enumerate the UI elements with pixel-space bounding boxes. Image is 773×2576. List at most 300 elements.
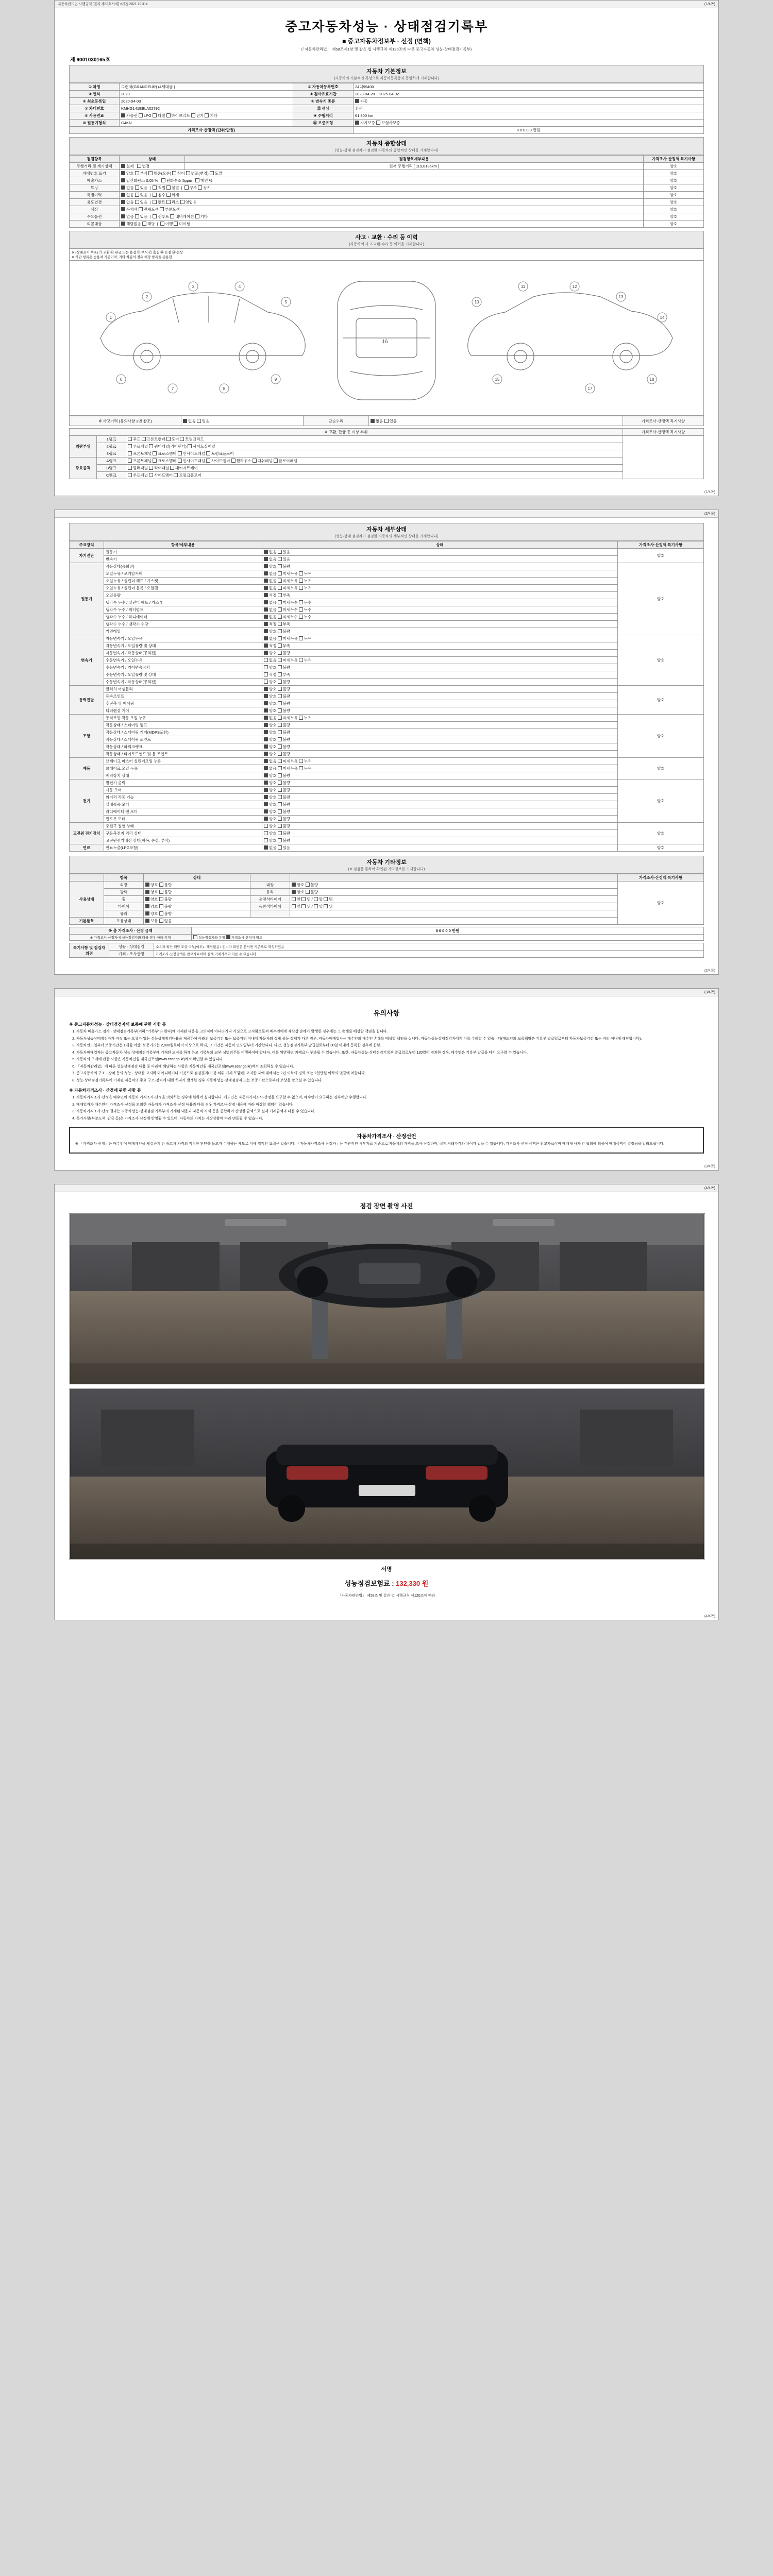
value-carname: 그랜저(GRANDEUR) (4세대급 ) [120,83,293,91]
exterior-bad-checkbox[interactable] [159,883,163,887]
pt-1-good-checkbox[interactable] [264,694,268,698]
el-4-bad-checkbox[interactable] [278,809,282,814]
vin-good-checkbox[interactable] [121,171,125,175]
history-fire-checkbox[interactable] [166,193,171,197]
engine-2-micro-checkbox[interactable] [278,579,282,583]
tuning-yes-checkbox[interactable] [135,185,139,190]
driver-tire-front-checkbox[interactable] [292,897,296,901]
detail-group-engine: 원동기 [70,563,104,635]
warning-item-8: 8. 성능·상태점검기록부에 기재된 자동차의 주요 구조·장치에 대한 하자가 발생한 경우 자동차성능·상태점검자 또는 보증기관으로부터 보상을 받으실 수 있습니다. [76,1078,704,1084]
fuel-gasoline-checkbox[interactable] [121,113,125,117]
overall-row-recall-label: 리콜대상 [70,221,120,228]
usage-none-checkbox[interactable] [121,200,125,204]
el-0-good-checkbox[interactable] [264,781,268,785]
recall-yes-checkbox[interactable] [142,222,146,226]
part-b-packagetray-checkbox[interactable] [170,466,174,470]
row-label-inspection-period: ④ 검사유효기간 [293,91,354,98]
part-hood-checkbox[interactable] [128,437,132,441]
parts-items-2: 루프패널 쿼터패널(리어팬더) 사이드실패널 [126,443,623,450]
price-warning-item-1: 1. 자동차가격조사·산정은 매수인이 자동차 가격조사·산정을 의뢰하는 경우에 한하여 실시합니다. 매도인은 자동차가격조사·산정을 요구할 수 없으며, 매수인이 요구하는 경우에만 수행합니다. [76,1095,704,1101]
recall-na-checkbox[interactable] [121,222,125,226]
detail-item-selfdiag-engine: 원동기 [104,549,262,556]
engine-2-leak-checkbox[interactable] [299,579,303,583]
engine-9-bad-checkbox[interactable] [278,629,282,633]
part-a-wheelhouse-checkbox[interactable] [231,459,236,463]
wheel-bad-checkbox[interactable] [159,897,163,901]
color-full-repaint-checkbox[interactable] [139,207,143,211]
other-item-polish: 광택 [104,889,144,896]
part-frontfender-checkbox[interactable] [142,437,146,441]
vin-corrosion-checkbox[interactable] [135,171,139,175]
br-0-none-checkbox[interactable] [264,759,268,763]
row-label-carname: ① 차명 [70,83,120,91]
value-price-estimate: 0 0 0 0 0 만원 [354,127,704,134]
vin-erased-checkbox[interactable] [210,171,214,175]
total-price-note-value: 성능점검자와 동일 가격조사·산정자 별도 [192,935,704,941]
exterior-good-checkbox[interactable] [145,883,149,887]
engine-6-micro-checkbox[interactable] [278,607,282,612]
detail-state-hv-1: 양호 불량 [262,830,618,837]
detail-state-engine-2: 없음 미세누유 누유 [262,578,618,585]
trans-0-micro-checkbox[interactable] [278,636,282,640]
trans-1-ok-checkbox[interactable] [264,643,268,648]
overall-status-table [69,155,704,228]
engine-3-micro-checkbox[interactable] [278,586,282,590]
price-warning-item-4: 4. 특기사항(부분도색, 판금 등)은 가격조사·산정에 반영될 수 있으며, 자동차의 가치는 시장상황에 따라 변동될 수 있습니다. [76,1116,704,1122]
selfdiag-engine-yes-checkbox[interactable] [278,550,282,554]
part-a-sidemember-checkbox[interactable] [206,459,210,463]
trans-0-leak-checkbox[interactable] [299,636,303,640]
engine-3-leak-checkbox[interactable] [299,586,303,590]
fuel-lpg-checkbox[interactable] [139,113,143,117]
hv-2-good-checkbox[interactable] [264,838,268,842]
glass-bad-checkbox[interactable] [306,890,310,894]
engine-1-micro-checkbox[interactable] [278,571,282,575]
hv-1-good-checkbox[interactable] [264,831,268,835]
inspection-fee [69,1575,704,1591]
part-a-frontpanel-checkbox[interactable] [128,459,132,463]
fuel-electric-checkbox[interactable] [191,113,195,117]
engine-8-low-checkbox[interactable] [278,622,282,626]
br-0-leak-checkbox[interactable] [299,759,303,763]
el-0-bad-checkbox[interactable] [278,781,282,785]
overall-row-mileage-label: 주행거리 및 계기상태 [70,163,120,170]
st-5-bad-checkbox[interactable] [278,752,282,756]
detail-state-pt-1: 양호 불량 [262,693,618,700]
fuel-hybrid-checkbox[interactable] [166,113,171,117]
trans-2-bad-checkbox[interactable] [278,651,282,655]
engine-9-good-checkbox[interactable] [264,629,268,633]
st-5-good-checkbox[interactable] [264,752,268,756]
hv-1-bad-checkbox[interactable] [278,831,282,835]
st-3-bad-checkbox[interactable] [278,737,282,741]
trans-3-leak-checkbox[interactable] [299,658,303,662]
overall-row-color-memo: 양호 [644,206,704,213]
part-sidesill-checkbox[interactable] [188,444,192,448]
accident-none-checkbox[interactable] [183,419,187,423]
st-0-micro-checkbox[interactable] [278,716,282,720]
driver-tire-rear2-checkbox[interactable] [324,897,328,901]
tuning-none-checkbox[interactable] [121,185,125,190]
overall-row-usage-label: 용도변경 [70,199,120,206]
detail-memo-brake: 양호 [618,758,704,779]
other-col-state: 상태 [144,874,250,882]
inspector-diff-checkbox[interactable] [226,935,230,939]
trans-3-micro-checkbox[interactable] [278,658,282,662]
history-none-checkbox[interactable] [121,193,125,197]
engine-3-none-checkbox[interactable] [264,586,268,590]
parts-group-frame: 주요골격 [70,457,97,479]
trans-4-bad-checkbox[interactable] [278,665,282,669]
trans-5-low-checkbox[interactable] [278,672,282,676]
engine-7-leak-checkbox[interactable] [299,615,303,619]
trans-2-good-checkbox[interactable] [264,651,268,655]
detail-col-memo: 가격조사·산정액 특기사항 [618,541,704,549]
part-quarterpanel-checkbox[interactable] [149,444,153,448]
el-1-good-checkbox[interactable] [264,788,268,792]
part-a-dashpanel-checkbox[interactable] [253,459,257,463]
row-label-platenumber: ② 자동차등록번호 [293,83,354,91]
pass-tire-front-checkbox[interactable] [292,904,296,908]
wheel-good-checkbox[interactable] [145,897,149,901]
part-crossmember-checkbox[interactable] [153,451,157,455]
pt-0-good-checkbox[interactable] [264,687,268,691]
parts-rank-a: A랭크 [97,457,126,465]
detail-state-engine-1: 없음 미세누유 누유 [262,570,618,578]
tuning-legal-checkbox[interactable] [153,185,157,190]
fuel-etc-checkbox[interactable] [205,113,209,117]
glass2-good-checkbox[interactable] [145,911,149,916]
overall-row-tuning-memo: 양호 [644,184,704,192]
el-3-bad-checkbox[interactable] [278,802,282,806]
pt-2-good-checkbox[interactable] [264,701,268,705]
recall-notdone-checkbox[interactable] [174,222,178,226]
other-state-tire: 양호 불량 [144,903,250,910]
other-item-interior: 내장 [250,882,290,889]
col-state: 상태 [120,156,185,163]
el-5-bad-checkbox[interactable] [278,817,282,821]
detail-state-el-5: 양호 불량 [262,816,618,823]
vin-altered-checkbox[interactable] [186,171,190,175]
engine-4-low-checkbox[interactable] [278,593,282,597]
detail-group-selfdiag: 자기진단 [70,549,104,563]
section-basic-info-sub: (자동차의 기본적인 특성으로 자동차등록증과 동일하게 기재합니다) [334,77,439,80]
color-original-checkbox[interactable] [121,207,125,211]
transmission-auto-checkbox[interactable] [355,99,359,103]
polish-bad-checkbox[interactable] [159,890,163,894]
col-memo: 가격조사·산정액 특기사항 [644,156,704,163]
options-etc-checkbox[interactable] [195,214,199,218]
st-1-bad-checkbox[interactable] [278,723,282,727]
detail-memo-selfdiag: 양호 [618,549,704,563]
simple-yes-checkbox[interactable] [384,419,389,423]
sheet4-header-bar [55,1184,718,1192]
svg-text:14: 14 [660,315,665,320]
selfdiag-engine-none-checkbox[interactable] [264,550,268,554]
pt-2-bad-checkbox[interactable] [278,701,282,705]
overall-row-tuning-state: 없음 있음 | 적법 불법 | 구조 장치 [120,184,644,192]
options-none-checkbox[interactable] [121,214,125,218]
manual-none-checkbox[interactable] [159,919,163,923]
fu-0-yes-checkbox[interactable] [278,845,282,850]
driver-tire-rear-checkbox[interactable] [301,897,306,901]
inspection-photo-2 [69,1388,705,1560]
st-0-none-checkbox[interactable] [264,716,268,720]
glass-good-checkbox[interactable] [292,890,296,894]
detail-item-engine-4: 오일유량 [104,592,262,599]
detail-state-selfdiag-engine: 없음 있음 [262,549,618,556]
part-b-pillarpanel-checkbox[interactable] [128,466,132,470]
detail-state-hv-0: 양호 불량 [262,823,618,830]
part-c-trunkfloor-checkbox[interactable] [174,473,178,477]
detail-state-selfdiag-trans: 없음 있음 [262,556,618,563]
st-4-bad-checkbox[interactable] [278,744,282,749]
sheet1-footer: (1/4쪽) [704,490,715,494]
pt-3-good-checkbox[interactable] [264,708,268,713]
section-overall-header [69,137,704,155]
st-4-good-checkbox[interactable] [264,744,268,749]
detail-state-br-0: 없음 미세누유 누유 [262,758,618,765]
trans-6-bad-checkbox[interactable] [278,680,282,684]
engine-8-ok-checkbox[interactable] [264,622,268,626]
hv-0-bad-checkbox[interactable] [278,824,282,828]
st-1-good-checkbox[interactable] [264,723,268,727]
emission-smoke-checkbox[interactable] [195,178,199,182]
warranty-self-checkbox[interactable] [355,121,359,125]
pt-3-bad-checkbox[interactable] [278,708,282,713]
el-5-good-checkbox[interactable] [264,817,268,821]
col-detail: 점검항목세부내용 [185,156,644,163]
parts-rank-c: C랭크 [97,472,126,479]
hv-0-good-checkbox[interactable] [264,824,268,828]
hv-2-bad-checkbox[interactable] [278,838,282,842]
options-yes-checkbox[interactable] [135,214,139,218]
selfdiag-trans-yes-checkbox[interactable] [278,557,282,561]
tuning-illegal-checkbox[interactable] [166,185,171,190]
interior-bad-checkbox[interactable] [306,883,310,887]
part-c-sidemember-checkbox[interactable] [149,473,153,477]
st-0-leak-checkbox[interactable] [299,716,303,720]
pass-tire-front2-checkbox[interactable] [314,904,318,908]
part-frontpanel-checkbox[interactable] [128,451,132,455]
st-3-good-checkbox[interactable] [264,737,268,741]
detail-group-powertrain: 동력전달 [70,686,104,715]
parts-items-3: 프론트패널 크로스멤버 인사이드패널 트렁크플로어 [126,450,623,457]
engine-6-leak-checkbox[interactable] [299,607,303,612]
engine-5-micro-checkbox[interactable] [278,600,282,604]
other-item-glass: 유리 [250,889,290,896]
detail-group-electric: 전기 [70,779,104,823]
vin-different-checkbox[interactable] [172,171,176,175]
tuning-device-checkbox[interactable] [198,185,202,190]
overall-row-history-state: 없음 있음 | 침수 화재 [120,192,644,199]
detail-state-engine-4: 적정 부족 [262,592,618,599]
trans-4-good-checkbox[interactable] [264,665,268,669]
part-trunkfloor-checkbox[interactable] [206,451,210,455]
engine-2-none-checkbox[interactable] [264,579,268,583]
pass-tire-rear-checkbox[interactable] [301,904,306,908]
st-2-bad-checkbox[interactable] [278,730,282,734]
detail-item-el-0: 발전기 출력 [104,779,262,787]
trans-1-low-checkbox[interactable] [278,643,282,648]
trans-0-none-checkbox[interactable] [264,636,268,640]
car-damage-diagram [69,261,704,416]
glass2-bad-checkbox[interactable] [159,911,163,916]
simple-none-checkbox[interactable] [371,419,375,423]
pt-1-bad-checkbox[interactable] [278,694,282,698]
detail-item-engine-5: 냉각수 누수 / 실린더 헤드 / 가스켓 [104,599,262,606]
selfdiag-trans-none-checkbox[interactable] [264,557,268,561]
part-b-rearpanel-checkbox[interactable] [149,466,153,470]
trans-3-none-checkbox[interactable] [264,658,268,662]
usage-rent-checkbox[interactable] [153,200,157,204]
mileage-actual-checkbox[interactable] [121,164,125,168]
pt-0-bad-checkbox[interactable] [278,687,282,691]
br-1-none-checkbox[interactable] [264,766,268,770]
el-2-bad-checkbox[interactable] [278,795,282,799]
special-row1-value: 소유자 확인 해당 도급 여부(여부) : 해당없음 / 인수자 확인은 본서면 기준으로 작성하였음 [154,943,704,951]
parts-rank-b: B랭크 [97,465,126,472]
br-1-micro-checkbox[interactable] [278,766,282,770]
tire-bad-checkbox[interactable] [159,904,163,908]
other-item-tire: 타이어 [104,903,144,910]
options-sunroof-checkbox[interactable] [153,214,157,218]
trans-6-good-checkbox[interactable] [264,680,268,684]
detail-state-fu-0: 없음 있음 [262,844,618,852]
usage-commercial-checkbox[interactable] [180,200,184,204]
section-accident-header [69,231,704,249]
br-0-micro-checkbox[interactable] [278,759,282,763]
transmission-value: 자동 [360,99,368,104]
form-code: 자동차관리법 시행규칙 [별지 제82호서식] <개정 2021.12.31> [58,3,148,6]
detail-memo-powertrain: 양호 [618,686,704,715]
br-2-good-checkbox[interactable] [264,773,268,777]
special-remarks-table [69,943,704,958]
overall-row-options-state: 없음 있음 | 선루프 내비게이션 기타 [120,213,644,221]
engine-0-bad-checkbox[interactable] [278,564,282,568]
part-roofpanel-checkbox[interactable] [128,444,132,448]
detail-state-br-2: 양호 불량 [262,772,618,779]
detail-state-engine-5: 없음 미세누수 누수 [262,599,618,606]
value-platenumber: 24디99400 [354,83,704,91]
engine-5-none-checkbox[interactable] [264,600,268,604]
mileage-changed-checkbox[interactable] [137,164,141,168]
other-state-glass: 양호 불량 [290,889,618,896]
pass-tire-rear2-checkbox[interactable] [324,904,328,908]
polish-good-checkbox[interactable] [145,890,149,894]
detail-state-el-4: 양호 불량 [262,808,618,816]
inspector-same-checkbox[interactable] [193,935,197,939]
usage-lease-checkbox[interactable] [166,200,171,204]
manual-have-checkbox[interactable] [145,919,149,923]
accident-legend [69,249,704,261]
engine-6-none-checkbox[interactable] [264,607,268,612]
sheet2-form-code [58,511,59,516]
price-declaration-text: ※ 「가격조사·산정」은 매수인이 매매계약을 체결하기 전 중고차 가격의 적정한 판단을 돕고자 수행하는 제도로 이에 법적인 효력은 없습니다. 「자동차가격조사·산정자」는 객관적인 세부자료 기준으로 자동차의 가격을 조사·산정하며, 실제 거래가격과 차이가 있을 수 있습니다. 가격조사·산정 금액은 참고자료이며 매매 당사자 간 협의에 의하여 매매금액이 결정됨을 알려드립니다. [75,1142,665,1146]
emission-hc-checkbox[interactable] [161,178,165,182]
vin-damage-checkbox[interactable] [148,171,153,175]
el-4-good-checkbox[interactable] [264,809,268,814]
usage-yes-checkbox[interactable] [135,200,139,204]
detail-item-pt-2: 추진축 및 베어링 [104,700,262,707]
emission-co-checkbox[interactable] [121,178,125,182]
section-other-header [69,856,704,874]
title-block [69,16,704,52]
page-number-1: (1/4쪽) [704,3,715,6]
other-state-exterior: 양호 불량 [144,882,250,889]
part-door-checkbox[interactable] [166,437,171,441]
driver-tire-front2-checkbox[interactable] [314,897,318,901]
fuel-diesel-checkbox[interactable] [153,113,157,117]
engine-0-good-checkbox[interactable] [264,564,268,568]
svg-text:17: 17 [587,386,593,391]
section-other-sub: (※ 점검을 통하여 확인된 기타정보를 기재합니다) [348,868,425,871]
engine-4-ok-checkbox[interactable] [264,593,268,597]
page-number-4: (4/4쪽) [704,1186,715,1190]
price-warning-item-3: 3. 자동차가격조사·산정 결과는 자동차성능·상태점검 기록부의 기재된 내용과 자동차 시세 등을 종합하여 산정한 금액으로 실제 거래금액과 다를 수 있습니다. [76,1109,704,1115]
svg-text:3: 3 [192,284,195,289]
detail-state-el-3: 양호 불량 [262,801,618,808]
detail-memo-highvoltage: 양호 [618,823,704,844]
part-a-crossmember-checkbox[interactable] [153,459,157,463]
engine-5-leak-checkbox[interactable] [299,600,303,604]
engine-1-none-checkbox[interactable] [264,571,268,575]
svg-text:2: 2 [145,295,148,299]
accident-memo-label: 가격조사·산정액 특기사항 [623,416,704,426]
warnings-title: 유의사항 [373,1009,400,1017]
tuning-structure-checkbox[interactable] [184,185,189,190]
trans-5-ok-checkbox[interactable] [264,672,268,676]
svg-text:13: 13 [618,295,624,299]
total-price-value: 0 0 0 0 0 만원 [192,927,704,935]
accident-yes-checkbox[interactable] [197,419,201,423]
part-trunklid-checkbox[interactable] [180,437,184,441]
detail-item-hv-1: 구동축전지 격리 상태 [104,830,262,837]
interior-good-checkbox[interactable] [292,883,296,887]
detail-memo-steering: 양호 [618,715,704,758]
recall-done-checkbox[interactable] [160,222,164,226]
fu-0-none-checkbox[interactable] [264,845,268,850]
part-a-insidepanel-checkbox[interactable] [178,459,182,463]
part-insidepanel-checkbox[interactable] [178,451,182,455]
diagram-center-label: 16 [382,339,388,345]
color-partial-repaint-checkbox[interactable] [160,207,164,211]
br-1-leak-checkbox[interactable] [299,766,303,770]
row-label-warranty: ⑪ 보증유형 [293,120,354,127]
engine-7-micro-checkbox[interactable] [278,615,282,619]
engine-1-leak-checkbox[interactable] [299,571,303,575]
history-yes-checkbox[interactable] [135,193,139,197]
overall-row-recall-memo: 양호 [644,221,704,228]
el-1-bad-checkbox[interactable] [278,788,282,792]
engine-7-none-checkbox[interactable] [264,615,268,619]
other-item-glass2: 유리 [104,910,144,918]
detail-item-st-4: 작동상태 / 파워크랭크 [104,743,262,751]
el-3-good-checkbox[interactable] [264,802,268,806]
st-2-good-checkbox[interactable] [264,730,268,734]
options-navigation-checkbox[interactable] [170,214,174,218]
detail-state-trans-2: 양호 불량 [262,650,618,657]
el-2-good-checkbox[interactable] [264,795,268,799]
detail-item-st-5: 작동상태 / 타이로드엔드 및 볼 조인트 [104,751,262,758]
br-2-bad-checkbox[interactable] [278,773,282,777]
value-warranty: 자가보증 보험사보증 [354,120,704,127]
warranty-insurer-checkbox[interactable] [376,121,380,125]
history-flood-checkbox[interactable] [153,193,157,197]
part-a-floorpanel-checkbox[interactable] [274,459,278,463]
tire-good-checkbox[interactable] [145,904,149,908]
part-c-roofpanel-checkbox[interactable] [128,473,132,477]
